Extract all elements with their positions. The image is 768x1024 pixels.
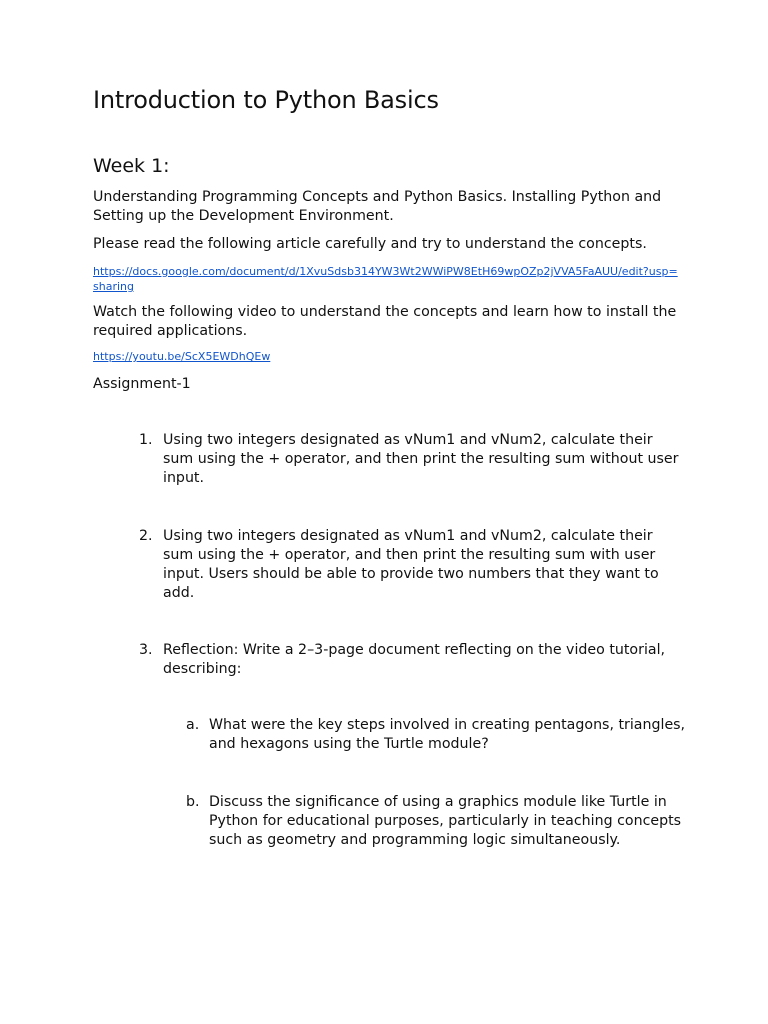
video-instruction: Watch the following video to understand the concepts and learn how to install the required applications. — [93, 304, 677, 339]
list-marker: b. — [186, 794, 200, 810]
assignment-item-2 — [139, 527, 679, 603]
intro-paragraph: Understanding Programming Concepts and Python Basics. Installing Python and Setting up the Development Environment. — [93, 189, 662, 224]
list-marker: 2. — [139, 528, 153, 544]
assignment-label: Assignment-1 — [93, 376, 191, 392]
assignment-item-3 — [139, 641, 679, 679]
list-item-text: Reflection: Write a 2–3-page document reflecting on the video tutorial, describing: — [163, 642, 666, 677]
list-item-text: What were the key steps involved in creating pentagons, triangles, and hexagons using the Turtle module? — [209, 717, 686, 752]
assignment-item-1 — [139, 431, 679, 488]
reflection-subitem-a — [186, 716, 686, 754]
list-item-text: Discuss the significance of using a graphics module like Turtle in Python for educational purposes, particularly in teaching concepts such as geometry and programming logic simultaneously. — [209, 794, 682, 848]
list-marker: 1. — [139, 432, 153, 448]
article-link[interactable]: https://docs.google.com/document/d/1XvuSdsb314YW3Wt2WWiPW8EtH69wpOZp2jVVA5FaAUU/edit?usp=sharing — [93, 265, 678, 293]
video-link[interactable]: https://youtu.be/ScX5EWDhQEw — [93, 350, 271, 363]
week-heading: Week 1: — [93, 155, 170, 177]
page-title: Introduction to Python Basics — [93, 86, 439, 114]
reflection-subitem-b — [186, 793, 686, 850]
list-item-text: Using two integers designated as vNum1 and vNum2, calculate their sum using the + operator, and then print the resulting sum with user input. Users should be able to provide two numbers that they want to add. — [163, 528, 659, 601]
document-page — [93, 83, 686, 848]
list-marker: 3. — [139, 642, 153, 658]
list-marker: a. — [186, 717, 200, 733]
read-instruction: Please read the following article carefully and try to understand the concepts. — [93, 236, 647, 252]
list-item-text: Using two integers designated as vNum1 and vNum2, calculate their sum using the + operator, and then print the resulting sum without user input. — [163, 432, 679, 486]
